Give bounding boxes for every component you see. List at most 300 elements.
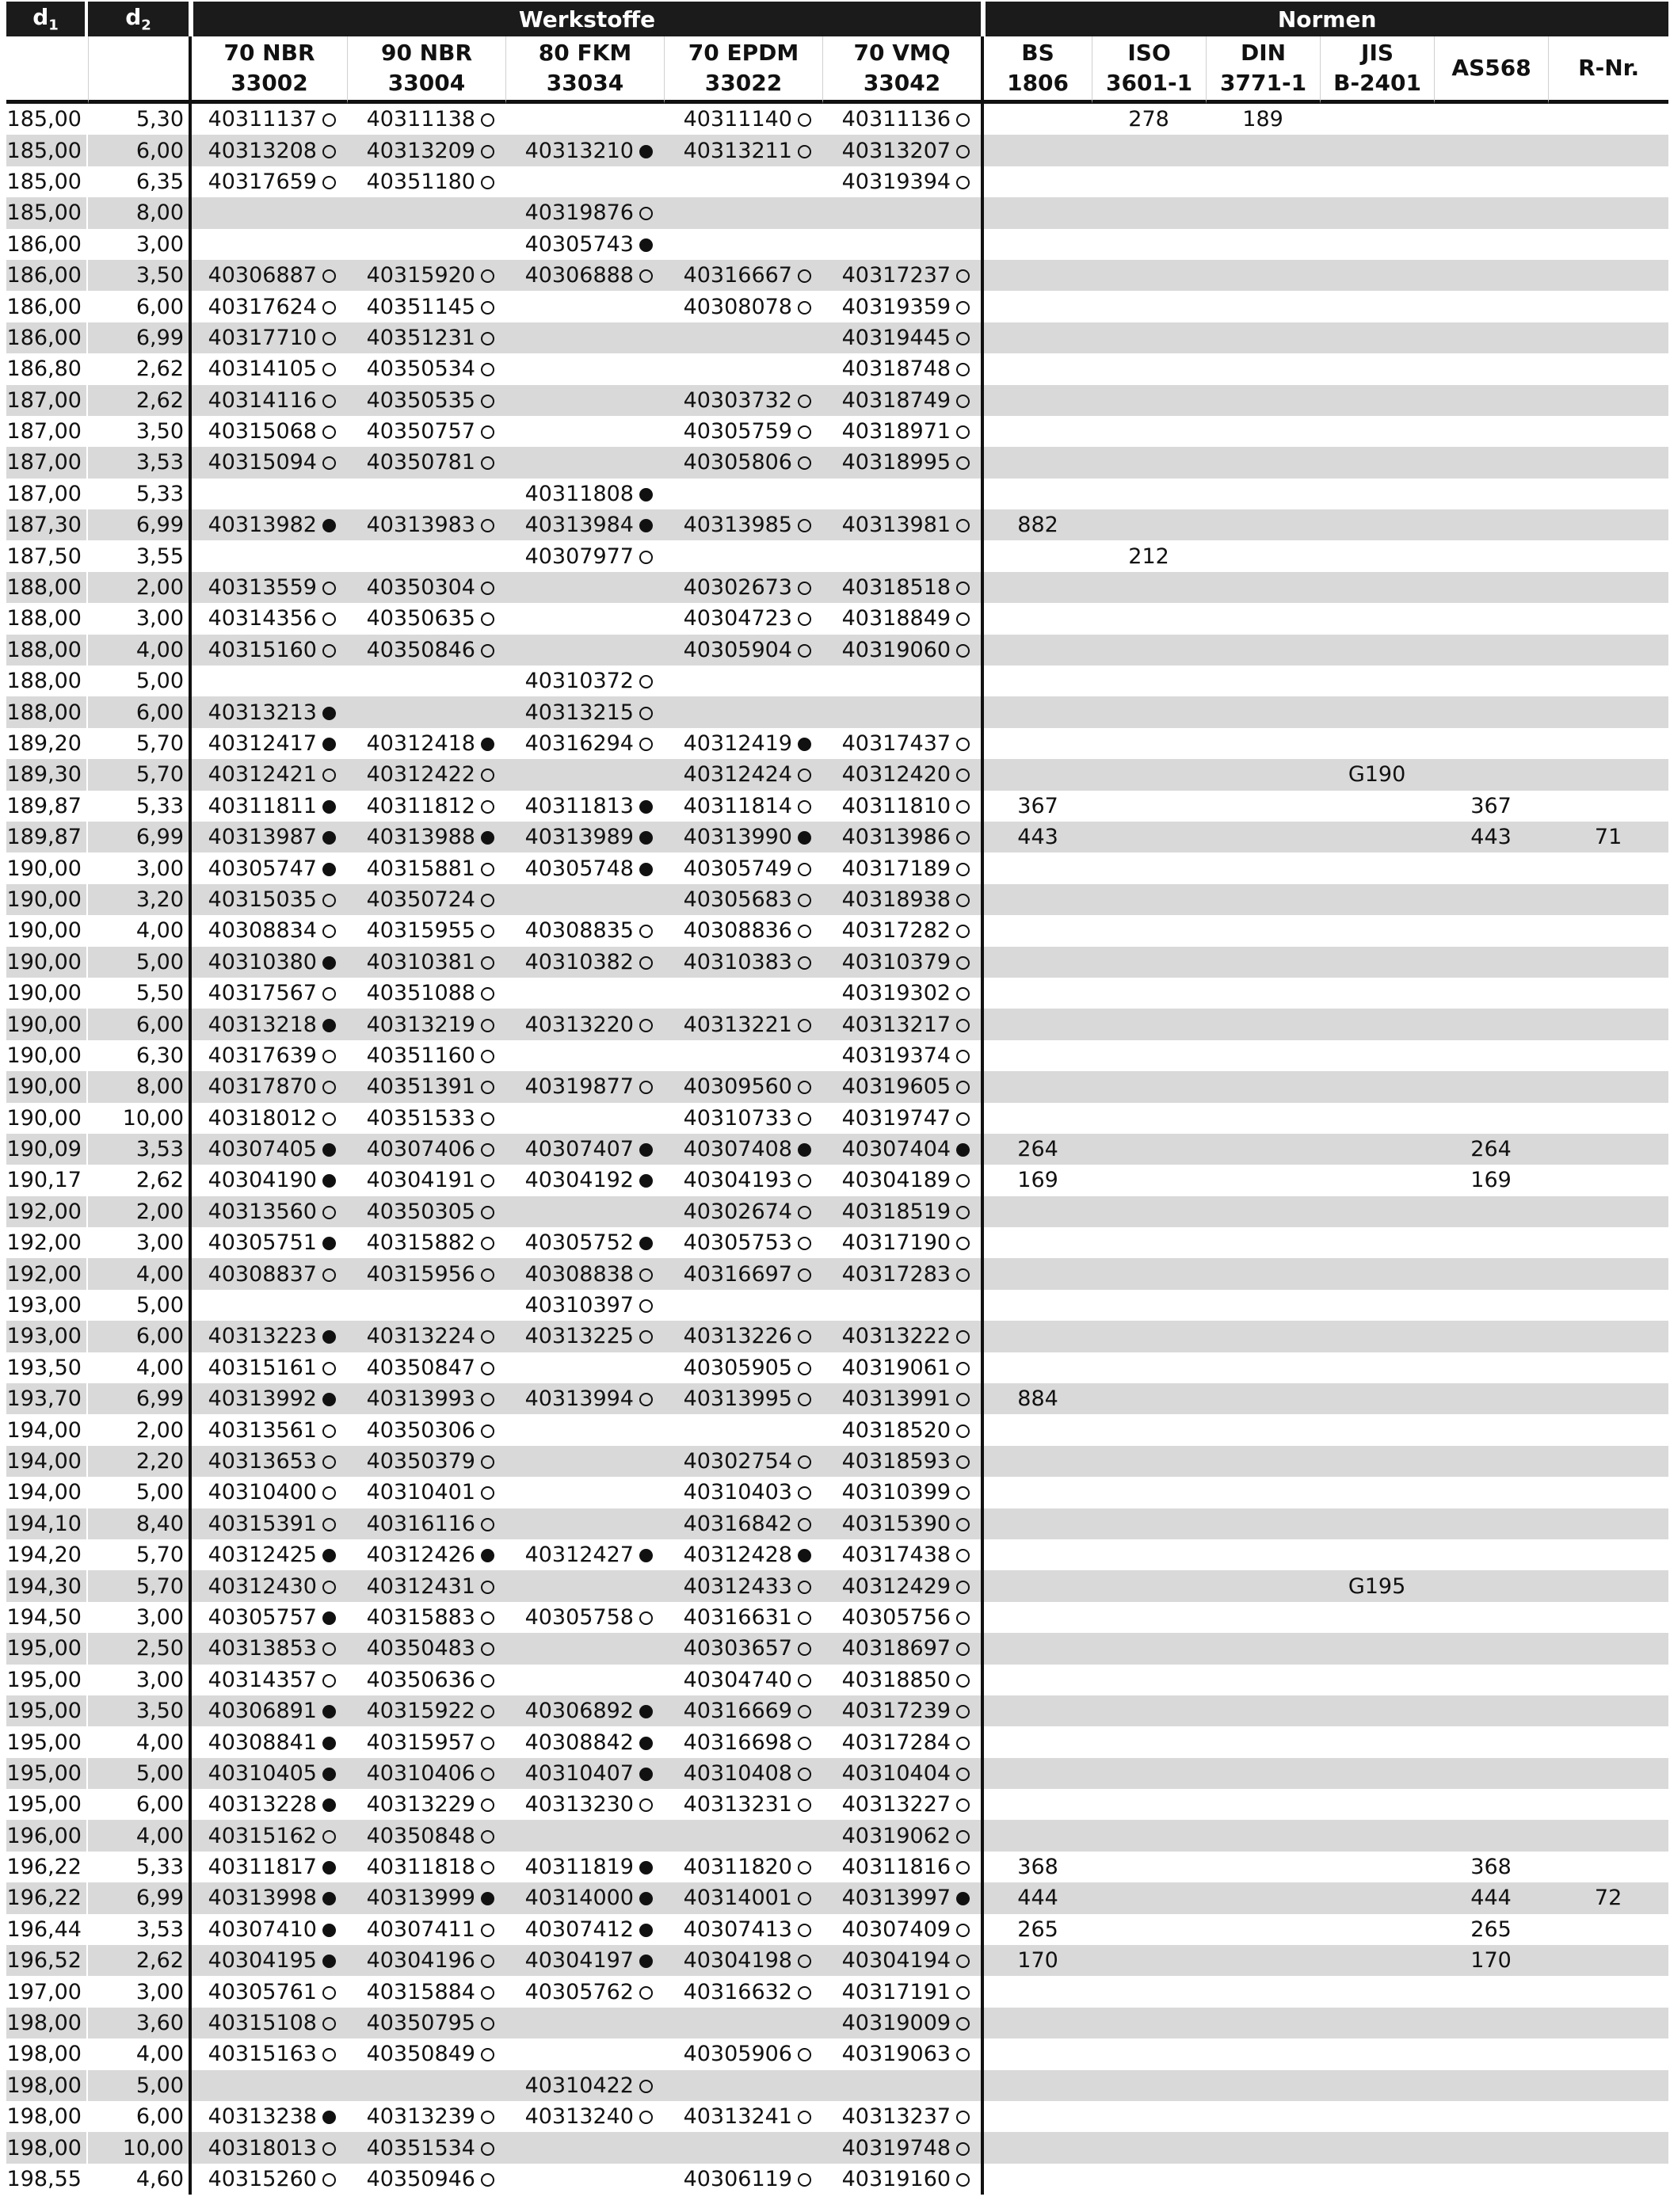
- material-cell: [189, 1009, 347, 1039]
- d2-cell: 5,00: [88, 2070, 189, 2101]
- article-number: 40315390: [841, 1511, 951, 1536]
- article-number: 40317283: [841, 1261, 951, 1287]
- material-cell: [664, 2164, 822, 2195]
- norm-cell: [1206, 635, 1320, 666]
- open-circle-icon: [956, 2173, 970, 2187]
- article-number: 40315883: [366, 1604, 475, 1630]
- material-cell: [505, 2101, 664, 2132]
- d1-cell: 192,00: [6, 1196, 88, 1227]
- material-cell: [822, 1665, 981, 1695]
- norm-cell: [1206, 1258, 1320, 1289]
- filled-circle-icon: [322, 863, 336, 876]
- norm-cell: [1206, 1352, 1320, 1383]
- article-number: 40308842: [524, 1730, 634, 1755]
- material-cell: [189, 104, 347, 135]
- material-cell: [347, 1789, 505, 1820]
- material-cell: [347, 2038, 505, 2069]
- norm-cell: [1434, 416, 1548, 447]
- norm-cell: [1092, 1633, 1206, 1664]
- d1-cell: 186,00: [6, 322, 88, 353]
- d1-cell: 187,30: [6, 509, 88, 540]
- article-number: 40313853: [208, 1636, 317, 1661]
- filled-circle-icon: [322, 1611, 336, 1625]
- open-circle-icon: [322, 582, 336, 595]
- material-cell: [189, 1040, 347, 1071]
- material-cell: [189, 822, 347, 852]
- article-number: 40315094: [208, 450, 317, 475]
- norm-cell: [1320, 197, 1434, 228]
- norm-cell: [1320, 1976, 1434, 2007]
- norm-cell: [1206, 884, 1320, 915]
- open-circle-icon: [481, 1830, 494, 1844]
- material-cell: [505, 696, 664, 727]
- article-number: 40350795: [366, 2011, 475, 2036]
- norm-cell: [1548, 1945, 1668, 1976]
- d1-cell: 195,00: [6, 1758, 88, 1789]
- norm-cell: [1320, 1758, 1434, 1789]
- norm-cell: [1206, 1695, 1320, 1726]
- material-cell: [505, 509, 664, 540]
- material-cell: [822, 104, 981, 135]
- material-cell: [505, 978, 664, 1009]
- norm-cell: [981, 479, 1092, 509]
- material-cell: [505, 1882, 664, 1913]
- article-number: 40305761: [208, 1979, 317, 2004]
- article-number: 40316667: [683, 263, 792, 288]
- norm-cell: [1206, 197, 1320, 228]
- d1-cell: 189,87: [6, 822, 88, 852]
- norm-cell: [1092, 1071, 1206, 1102]
- norm-cell: 71: [1548, 822, 1668, 852]
- article-number: 40302674: [683, 1199, 792, 1224]
- open-circle-icon: [322, 1112, 336, 1126]
- material-cell: [664, 479, 822, 509]
- d2-cell: 3,00: [135, 1604, 184, 1630]
- open-circle-icon: [481, 894, 494, 907]
- norm-cell: [1434, 1040, 1548, 1071]
- material-cell: [505, 2008, 664, 2038]
- open-circle-icon: [481, 987, 494, 1001]
- article-number: 40313227: [841, 1792, 951, 1817]
- filled-circle-icon: [322, 1237, 336, 1250]
- d2-cell: 6,00: [88, 1321, 189, 1352]
- article-number: 40311138: [366, 107, 475, 132]
- material-cell: [505, 2070, 664, 2101]
- material-cell: [189, 479, 347, 509]
- norm-cell: [1206, 915, 1320, 946]
- open-circle-icon: [798, 1924, 811, 1937]
- filled-circle-icon: [481, 1892, 494, 1905]
- article-number: 40350535: [366, 387, 475, 413]
- norm-cell: [1434, 1071, 1548, 1102]
- norm-cell: [1092, 1789, 1206, 1820]
- material-cell: [189, 1976, 347, 2007]
- norm-cell: [1320, 1852, 1434, 1882]
- filled-circle-icon: [322, 1143, 336, 1157]
- d1-cell: 194,20: [6, 1539, 88, 1570]
- open-circle-icon: [481, 1174, 494, 1188]
- article-number: 40305683: [683, 887, 792, 912]
- material-cell: [189, 1945, 347, 1976]
- norm-cell: [1320, 666, 1434, 696]
- open-circle-icon: [798, 1892, 811, 1905]
- article-number: 40313231: [683, 1792, 792, 1817]
- article-number: 40313998: [208, 1886, 317, 1911]
- open-circle-icon: [798, 1798, 811, 1812]
- article-number: 40350483: [366, 1636, 475, 1661]
- filled-circle-icon: [639, 1174, 653, 1188]
- open-circle-icon: [798, 395, 811, 408]
- norm-cell: [1434, 2164, 1548, 2195]
- open-circle-icon: [481, 1798, 494, 1812]
- open-circle-icon: [956, 1581, 970, 1594]
- norm-cell: [1092, 603, 1206, 634]
- filled-circle-icon: [639, 1768, 653, 1781]
- norm-cell: [1320, 135, 1434, 166]
- table-row: [6, 1945, 1668, 1976]
- open-circle-icon: [956, 738, 970, 751]
- table-row: [6, 197, 1668, 228]
- d1-cell: 186,00: [6, 260, 88, 291]
- material-cell: [505, 947, 664, 978]
- article-number: 40305752: [524, 1230, 634, 1256]
- article-number: 40307409: [841, 1916, 951, 1942]
- article-number: 40350534: [366, 357, 475, 382]
- open-circle-icon: [481, 1581, 494, 1594]
- material-cell: [822, 260, 981, 291]
- open-circle-icon: [639, 675, 653, 688]
- article-number: 40303732: [683, 387, 792, 413]
- norm-cell: [1548, 1134, 1668, 1165]
- norm-cell: [981, 135, 1092, 166]
- open-circle-icon: [481, 1642, 494, 1656]
- norm-cell: [1434, 1695, 1548, 1726]
- article-number: 40316697: [683, 1261, 792, 1287]
- article-number: 40307413: [683, 1916, 792, 1942]
- norm-cell: [981, 759, 1092, 790]
- norm-cell: [1092, 291, 1206, 322]
- material-cell: [822, 1539, 981, 1570]
- norm-cell: [1434, 915, 1548, 946]
- article-number: 40350848: [366, 1823, 475, 1848]
- article-number: 40313559: [208, 575, 317, 601]
- material-cell: [189, 1290, 347, 1321]
- article-number: 40308836: [683, 918, 792, 944]
- article-number: 40310406: [366, 1760, 475, 1786]
- norm-cell: [981, 1103, 1092, 1134]
- material-cell: [347, 978, 505, 1009]
- open-circle-icon: [322, 1830, 336, 1844]
- open-circle-icon: [481, 2048, 494, 2061]
- norm-cell: [1206, 1539, 1320, 1570]
- article-number: 40319061: [841, 1355, 951, 1380]
- open-circle-icon: [956, 301, 970, 315]
- norm-cell: [1434, 1633, 1548, 1664]
- article-number: 40313988: [366, 825, 475, 850]
- norm-cell: [1320, 104, 1434, 135]
- norm-cell: [1434, 1258, 1548, 1289]
- article-number: 40313241: [683, 2104, 792, 2130]
- norm-cell: [1548, 509, 1668, 540]
- d1-cell: 196,44: [6, 1914, 88, 1945]
- d2-cell: 6,30: [135, 1043, 184, 1068]
- norm-cell: [1206, 1789, 1320, 1820]
- open-circle-icon: [798, 1081, 811, 1094]
- article-number: 40319160: [841, 2166, 951, 2191]
- article-number: 40305904: [683, 637, 792, 662]
- open-circle-icon: [798, 894, 811, 907]
- table-row: [6, 166, 1668, 197]
- norm-cell: [981, 447, 1092, 478]
- open-circle-icon: [322, 456, 336, 470]
- open-circle-icon: [639, 1611, 653, 1625]
- norm-cell: [1434, 852, 1548, 883]
- table-row: [6, 1321, 1668, 1352]
- norm-cell: 367: [981, 791, 1092, 822]
- d2-cell: 2,00: [135, 1417, 184, 1443]
- norm-cell: [981, 1071, 1092, 1102]
- filled-circle-icon: [322, 1892, 336, 1905]
- d2-cell: 5,00: [135, 669, 184, 694]
- d2-cell: 5,70: [135, 1543, 184, 1568]
- open-circle-icon: [322, 113, 336, 127]
- norm-cell: [1092, 1976, 1206, 2007]
- norm-cell: [1206, 1570, 1320, 1601]
- table-row: [6, 978, 1668, 1009]
- article-number: 40308841: [208, 1730, 317, 1755]
- open-circle-icon: [322, 1081, 336, 1094]
- open-circle-icon: [639, 1330, 653, 1344]
- norm-cell: [981, 1758, 1092, 1789]
- article-number: 40310399: [841, 1480, 951, 1505]
- material-cell: [505, 479, 664, 509]
- norm-cell: [1434, 1414, 1548, 1445]
- d2-cell: 6,00: [88, 696, 189, 727]
- material-cell: [664, 2008, 822, 2038]
- norm-cell: [1548, 1290, 1668, 1321]
- open-circle-icon: [956, 582, 970, 595]
- norm-cell: [1206, 1945, 1320, 1976]
- material-cell: [822, 1040, 981, 1071]
- norm-cell: [1092, 1882, 1206, 1913]
- norm-cell: [981, 540, 1092, 571]
- norm-cell: [1434, 291, 1548, 322]
- norm-cell: [1434, 2070, 1548, 2101]
- material-cell: [189, 1726, 347, 1757]
- norm-cell: [1434, 1602, 1548, 1633]
- table-row: [6, 229, 1668, 260]
- norm-cell: [981, 1196, 1092, 1227]
- article-number: 40302754: [683, 1448, 792, 1474]
- open-circle-icon: [322, 2173, 336, 2187]
- table-row: [6, 1165, 1668, 1196]
- open-circle-icon: [956, 1486, 970, 1500]
- material-cell: [822, 385, 981, 416]
- norm-cell: [1092, 1758, 1206, 1789]
- norm-cell: [1320, 915, 1434, 946]
- norm-cell: [981, 197, 1092, 228]
- norm-cell: [1206, 1103, 1320, 1134]
- table-row: [6, 1758, 1668, 1789]
- norm-cell: [1092, 166, 1206, 197]
- material-cell: [347, 1165, 505, 1196]
- material-cell: [822, 884, 981, 915]
- material-cell: [822, 1852, 981, 1882]
- material-cell: [347, 947, 505, 978]
- article-number: 40319009: [841, 2011, 951, 2036]
- material-cell: [664, 1882, 822, 1913]
- material-cell: [822, 353, 981, 384]
- article-number: 40313224: [366, 1324, 475, 1349]
- article-number: 40310400: [208, 1480, 317, 1505]
- filled-circle-icon: [639, 831, 653, 845]
- norm-cell: [1092, 1508, 1206, 1539]
- material-cell: [505, 104, 664, 135]
- norm-cell: [1548, 696, 1668, 727]
- material-cell: [347, 260, 505, 291]
- article-number: 40319876: [524, 200, 634, 226]
- material-cell: [664, 385, 822, 416]
- norm-cell: [981, 1227, 1092, 1258]
- material-cell: [347, 1258, 505, 1289]
- header-column-row: [6, 36, 1668, 104]
- open-circle-icon: [481, 1705, 494, 1718]
- norm-cell: [1320, 2164, 1434, 2195]
- open-circle-icon: [481, 1050, 494, 1063]
- material-cell: [822, 572, 981, 603]
- article-number: 40305748: [524, 856, 634, 881]
- article-number: 40317239: [841, 1699, 951, 1724]
- material-cell: [822, 635, 981, 666]
- article-number: 40319060: [841, 637, 951, 662]
- article-number: 40312428: [683, 1543, 792, 1568]
- d2-cell: 2,50: [88, 1633, 189, 1664]
- material-cell: [664, 322, 822, 353]
- open-circle-icon: [481, 956, 494, 970]
- material-cell: [505, 353, 664, 384]
- open-circle-icon: [956, 768, 970, 782]
- article-number: 40318995: [841, 450, 951, 475]
- article-number: 40315884: [366, 1979, 475, 2004]
- norm-cell: [1320, 696, 1434, 727]
- material-cell: [664, 2132, 822, 2163]
- norm-cell: [1320, 1258, 1434, 1289]
- article-number: 40310379: [841, 949, 951, 974]
- d2-cell: 3,00: [135, 606, 184, 631]
- norm-cell: [1434, 1352, 1548, 1383]
- material-cell: [189, 635, 347, 666]
- norm-cell: [1092, 1321, 1206, 1352]
- material-cell: [664, 1852, 822, 1882]
- d2-cell: 3,00: [135, 1979, 184, 2004]
- material-cell: [664, 197, 822, 228]
- article-number: 40318849: [841, 606, 951, 631]
- norm-cell: [1434, 1196, 1548, 1227]
- filled-circle-icon: [322, 800, 336, 814]
- filled-circle-icon: [481, 831, 494, 845]
- material-cell: [505, 229, 664, 260]
- material-cell: [664, 1508, 822, 1539]
- article-number: 40315881: [366, 856, 475, 881]
- filled-circle-icon: [798, 738, 811, 751]
- norm-cell: [1092, 260, 1206, 291]
- open-circle-icon: [956, 1768, 970, 1781]
- open-circle-icon: [481, 2142, 494, 2156]
- filled-circle-icon: [639, 145, 653, 158]
- article-number: 40311817: [208, 1855, 317, 1880]
- d2-cell: 6,00: [135, 1792, 184, 1817]
- table-row: [6, 1134, 1668, 1165]
- norm-cell: [981, 385, 1092, 416]
- material-cell: [505, 260, 664, 291]
- open-circle-icon: [798, 1955, 811, 1968]
- norm-cell: [1320, 728, 1434, 759]
- open-circle-icon: [956, 519, 970, 532]
- norm-cell: [1092, 1134, 1206, 1165]
- norm-cell: [1320, 1882, 1434, 1913]
- open-circle-icon: [481, 1424, 494, 1438]
- d2-cell: 5,70: [88, 1570, 189, 1601]
- open-circle-icon: [481, 1112, 494, 1126]
- article-number: 40318519: [841, 1199, 951, 1224]
- filled-circle-icon: [322, 1737, 336, 1750]
- norm-cell: [1434, 1446, 1548, 1477]
- norm-cell: [1092, 947, 1206, 978]
- open-circle-icon: [956, 145, 970, 158]
- table-row: [6, 2132, 1668, 2163]
- norm-cell: [1206, 2070, 1320, 2101]
- norm-cell: [981, 166, 1092, 197]
- material-cell: [664, 1352, 822, 1383]
- d1-cell: 189,20: [6, 728, 88, 759]
- material-cell: [664, 572, 822, 603]
- norm-cell: [1434, 728, 1548, 759]
- norm-cell: [1320, 1789, 1434, 1820]
- open-circle-icon: [322, 269, 336, 283]
- open-circle-icon: [481, 1268, 494, 1282]
- article-number: 40307412: [524, 1916, 634, 1942]
- open-circle-icon: [481, 301, 494, 315]
- article-number: 40313240: [524, 2104, 634, 2130]
- norm-cell: [1548, 915, 1668, 946]
- material-cell: [664, 915, 822, 946]
- norm-cell: [1206, 509, 1320, 540]
- norm-cell: [1548, 1352, 1668, 1383]
- norm-cell: 884: [981, 1383, 1092, 1414]
- open-circle-icon: [322, 768, 336, 782]
- norm-cell: [1548, 1321, 1668, 1352]
- norm-cell: [1548, 479, 1668, 509]
- article-number: 40313984: [524, 513, 634, 538]
- d2-cell: 5,33: [135, 1855, 184, 1880]
- material-cell: [347, 166, 505, 197]
- norm-cell: [1320, 353, 1434, 384]
- d2-cell: 6,35: [135, 169, 184, 194]
- material-cell: [189, 509, 347, 540]
- article-number: 40313211: [683, 138, 792, 163]
- material-cell: [189, 2164, 347, 2195]
- article-number: 40318749: [841, 387, 951, 413]
- material-cell: [505, 1383, 664, 1414]
- open-circle-icon: [322, 2017, 336, 2031]
- material-cell: [822, 1914, 981, 1945]
- article-number: 40305759: [683, 419, 792, 444]
- open-circle-icon: [798, 956, 811, 970]
- d2-cell: 5,70: [135, 731, 184, 756]
- article-number: 40313219: [366, 1012, 475, 1037]
- open-circle-icon: [956, 456, 970, 470]
- table-row: [6, 947, 1668, 978]
